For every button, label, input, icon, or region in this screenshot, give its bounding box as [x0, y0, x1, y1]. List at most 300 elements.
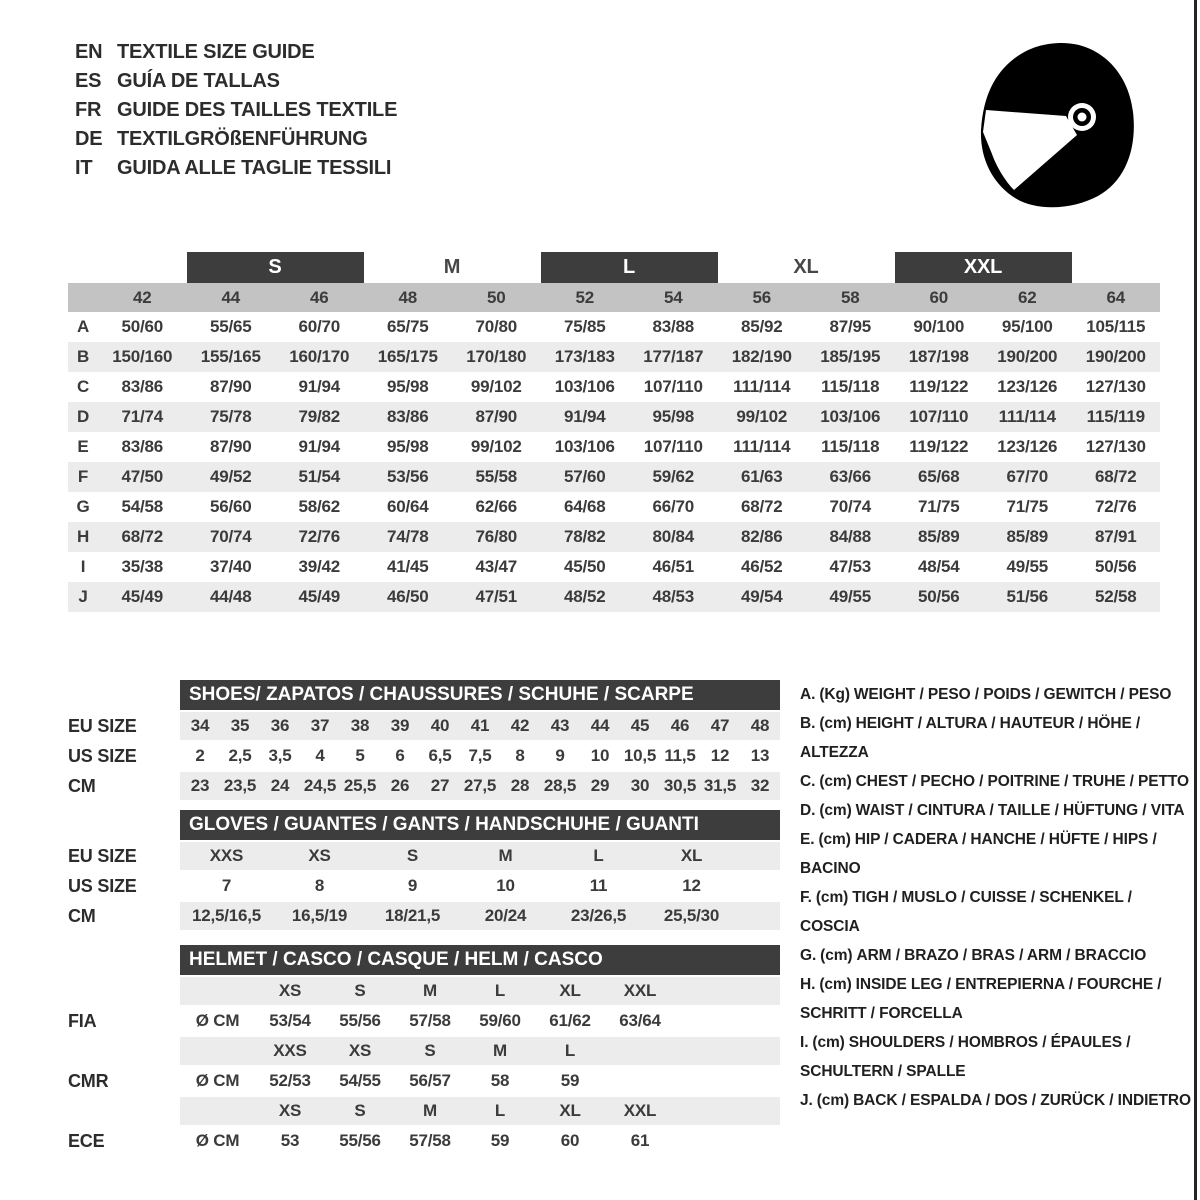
cell-value: 60/64: [386, 497, 429, 516]
cell-value: 83/86: [121, 377, 164, 396]
cell-value: 12: [682, 876, 701, 895]
cell-value: 72/76: [298, 527, 341, 546]
cell-value: 39: [390, 716, 410, 735]
cell-value: 26: [390, 776, 410, 795]
cell-value: 123/126: [997, 437, 1058, 456]
row-label: US SIZE: [68, 875, 137, 896]
cell-value: 62/66: [475, 497, 518, 516]
cell-value: 103/106: [820, 407, 881, 426]
cell-value: 170/180: [466, 347, 527, 366]
cell-value: 7: [221, 876, 232, 895]
language-title: GUÍA DE TALLAS: [117, 70, 280, 92]
cell-value: 99/102: [470, 377, 522, 396]
cell-value: 105/115: [1086, 317, 1146, 336]
cell-value: 84/88: [829, 527, 872, 546]
gloves-row: [68, 872, 780, 900]
legend-text: ARM / BRAZO / BRAS / ARM / BRACCIO: [856, 947, 1147, 964]
shoes-row: [68, 712, 780, 740]
cell-value: 18/21,5: [384, 906, 441, 925]
cell-value: 6: [395, 746, 405, 765]
cell-value: 61: [630, 1131, 650, 1150]
cell-value: 63/64: [619, 1011, 661, 1030]
language-code: ES: [75, 70, 102, 92]
language-code: FR: [75, 99, 102, 121]
row-label: E: [77, 437, 89, 456]
table-row: [68, 312, 1160, 342]
cell-value: 63/66: [829, 467, 872, 486]
cell-value: 107/110: [643, 377, 703, 396]
standard-label: FIA: [68, 1010, 97, 1031]
cell-value: 46/51: [652, 557, 695, 576]
cell-value: 64/68: [563, 497, 606, 516]
cell-value: 51/54: [298, 467, 341, 486]
cell-value: 45: [630, 716, 650, 735]
helmet-size-row: [68, 977, 780, 1005]
shoes-title-bar: SHOES/ ZAPATOS / CHAUSSURES / SCHUHE / SCARPE: [180, 680, 780, 710]
helmet-rows: [68, 977, 780, 1155]
legend-unit: (cm): [819, 976, 852, 993]
cell-value: 187/198: [908, 347, 969, 366]
language-header: [75, 38, 397, 183]
legend-key: B.: [800, 715, 816, 732]
legend-key: A.: [800, 686, 816, 703]
cell-value: 127/130: [1085, 437, 1146, 456]
helmet-size-label: M: [423, 981, 437, 1000]
cell-value: 2: [195, 746, 205, 765]
cell-value: 160/170: [289, 347, 350, 366]
size-tick: 56: [752, 287, 771, 307]
cell-value: 70/80: [475, 317, 518, 336]
legend-item: [800, 941, 1196, 970]
spacer: [68, 945, 180, 975]
cell-value: 45/49: [298, 587, 341, 606]
legend-text: HIP / CADERA / HANCHE / HÜFTE / HIPS / BACINO: [800, 831, 1157, 877]
legend-unit: (cm): [820, 947, 853, 964]
cell-value: 12,5/16,5: [191, 906, 262, 925]
cell-value: 12: [710, 746, 730, 765]
language-row: [75, 38, 397, 67]
helmet-value-strip: [180, 1007, 780, 1035]
cell-value: 40: [430, 716, 450, 735]
language-title: TEXTILE SIZE GUIDE: [117, 41, 315, 63]
cell-value: 58: [490, 1071, 510, 1090]
cell-value: 27: [430, 776, 450, 795]
cell-value: 65/68: [917, 467, 960, 486]
cell-value: 48/53: [652, 587, 695, 606]
cell-value: XXS: [209, 846, 244, 865]
cell-value: 190/200: [997, 347, 1058, 366]
row-label: B: [76, 347, 90, 366]
size-tick: 62: [1017, 287, 1037, 307]
cell-value: 103/106: [554, 377, 615, 396]
shoes-value-strip: [180, 772, 780, 800]
helmet-size-label: XS: [278, 1101, 302, 1120]
cell-value: 65/75: [386, 317, 429, 336]
cell-value: 165/175: [377, 347, 438, 366]
legend-unit: (Kg): [819, 686, 850, 703]
legend-text: HEIGHT / ALTURA / HAUTEUR / HÖHE / ALTEZZA: [800, 715, 1141, 761]
cell-value: 99/102: [470, 437, 522, 456]
size-tick: 64: [1106, 287, 1125, 307]
size-group-label: L: [541, 252, 718, 283]
language-code: IT: [75, 157, 93, 179]
cell-value: 46/52: [740, 557, 783, 576]
cell-value: 39/42: [298, 557, 341, 576]
cell-value: 59/62: [652, 467, 695, 486]
helmet-size-label: [605, 1037, 675, 1065]
cell-value: 53/54: [269, 1011, 311, 1030]
cell-value: 55/56: [339, 1131, 381, 1150]
row-label: EU SIZE: [68, 715, 137, 736]
spacer: [180, 977, 255, 1005]
cell-value: 47: [710, 716, 730, 735]
cell-value: 87/90: [475, 407, 518, 426]
cell-value: 119/122: [909, 377, 969, 396]
legend-key: D.: [800, 802, 816, 819]
cell-value: 42: [510, 716, 530, 735]
size-table-body: [68, 312, 1160, 612]
cell-value: 37: [310, 716, 330, 735]
cell-value: 9: [555, 746, 565, 765]
cell-value: 91/94: [298, 437, 341, 456]
size-tick: 46: [309, 287, 329, 307]
size-tick: 54: [663, 287, 683, 307]
cell-value: 127/130: [1085, 377, 1146, 396]
cell-value: 5: [355, 746, 365, 765]
cell-value: 61/62: [549, 1011, 591, 1030]
language-code: DE: [75, 128, 103, 150]
cell-value: 50/56: [1094, 557, 1137, 576]
cell-value: M: [498, 846, 513, 865]
row-label: A: [76, 317, 90, 336]
cell-value: 23: [190, 776, 210, 795]
cell-value: 51/56: [1006, 587, 1049, 606]
cell-value: 16,5/19: [291, 906, 348, 925]
language-row: [75, 154, 397, 183]
legend-text: TIGH / MUSLO / CUISSE / SCHENKEL / COSCIA: [800, 889, 1132, 935]
legend-unit: (cm): [819, 802, 852, 819]
cell-value: 59: [490, 1131, 510, 1150]
cell-value: 52/53: [269, 1071, 311, 1090]
cell-value: 68/72: [121, 527, 164, 546]
cell-value: 83/88: [652, 317, 695, 336]
cell-value: 103/106: [554, 437, 615, 456]
cell-value: 54/58: [121, 497, 164, 516]
language-title: TEXTILGRÖßENFÜHRUNG: [117, 128, 368, 150]
cell-value: 10: [590, 746, 610, 765]
cell-value: 43/47: [475, 557, 518, 576]
cell-value: 74/78: [386, 527, 429, 546]
cell-value: 71/75: [1006, 497, 1049, 516]
legend-item: [800, 767, 1196, 796]
cell-value: 55/65: [209, 317, 252, 336]
cell-value: 59: [560, 1071, 580, 1090]
cell-value: 11,5: [664, 746, 696, 765]
cell-value: 24,5: [303, 776, 337, 795]
cell-value: 182/190: [731, 347, 792, 366]
cell-value: 111/114: [733, 377, 791, 396]
legend-text: BACK / ESPALDA / DOS / ZURÜCK / INDIETRO: [853, 1092, 1191, 1109]
legend-unit: (cm): [819, 773, 852, 790]
legend-unit: (cm): [812, 1034, 845, 1051]
helmet-size-label: XS: [348, 1041, 372, 1060]
cell-value: 177/187: [643, 347, 704, 366]
cell-value: 83/86: [386, 407, 429, 426]
cell-value: L: [593, 846, 604, 865]
legend-unit: (cm): [816, 1092, 850, 1109]
helmet-size-row: [68, 1097, 780, 1125]
cell-value: 72/76: [1094, 497, 1137, 516]
helmet-size-strip: [180, 1037, 780, 1065]
helmet-size-label: L: [494, 1101, 506, 1120]
row-label: F: [77, 467, 89, 486]
helmet-title-row: [68, 945, 780, 975]
spacer: [68, 977, 180, 1005]
helmet-size-label: S: [354, 1101, 366, 1120]
cell-value: 30: [630, 776, 650, 795]
unit-label: Ø CM: [195, 1011, 240, 1030]
cell-value: 44/48: [209, 587, 252, 606]
size-number-band: [68, 283, 1160, 312]
cell-value: 41: [470, 716, 490, 735]
cell-value: 23,5: [223, 776, 257, 795]
shoes-table: [68, 680, 780, 802]
cell-value: 50/56: [917, 587, 960, 606]
shoes-value-strip: [180, 742, 780, 770]
cell-value: 107/110: [643, 437, 703, 456]
cell-value: 87/90: [209, 437, 252, 456]
legend-key: G.: [800, 947, 817, 964]
cell-value: 10,5: [623, 746, 657, 765]
cell-value: 123/126: [997, 377, 1058, 396]
legend-key: E.: [800, 831, 815, 848]
cell-value: 3,5: [268, 746, 292, 765]
helmet-value-strip: [180, 1127, 780, 1155]
cell-value: 49/55: [829, 587, 872, 606]
cell-value: 10: [496, 876, 515, 895]
cell-value: 60: [560, 1131, 580, 1150]
cell-value: 66/70: [652, 497, 695, 516]
cell-value: 67/70: [1006, 467, 1049, 486]
cell-value: 45/50: [563, 557, 606, 576]
cell-value: 95/98: [386, 377, 429, 396]
gloves-title-row: [68, 810, 780, 840]
legend-item: [800, 709, 1196, 767]
cell-value: 155/165: [200, 347, 261, 366]
spacer: [68, 1097, 180, 1125]
size-group-label: XXL: [895, 252, 1072, 283]
legend-key: I.: [800, 1034, 809, 1051]
legend-text: SHOULDERS / HOMBROS / ÉPAULES / SCHULTERN / SPALLE: [800, 1034, 1131, 1080]
size-group-label: S: [187, 252, 364, 283]
helmet-title-bar: HELMET / CASCO / CASQUE / HELM / CASCO: [180, 945, 780, 975]
spacer: [68, 1037, 180, 1065]
cell-value: 27,5: [463, 776, 497, 795]
size-tick: 58: [840, 287, 860, 307]
cell-value: 48/52: [563, 587, 606, 606]
main-size-table: [68, 252, 1160, 612]
cell-value: 28,5: [543, 776, 577, 795]
legend-key: J.: [800, 1092, 813, 1109]
cell-value: 29: [590, 776, 610, 795]
helmet-size-label: XXL: [623, 981, 657, 1000]
cell-value: 7,5: [468, 746, 492, 765]
cell-value: 75/85: [563, 317, 606, 336]
shoes-title-row: [68, 680, 780, 710]
table-row: [68, 462, 1160, 492]
cell-value: 107/110: [909, 407, 969, 426]
helmet-size-strip: [180, 1097, 780, 1125]
cell-value: 119/122: [909, 437, 969, 456]
legend-unit: (cm): [819, 715, 852, 732]
helmet-size-label: XL: [559, 1101, 581, 1120]
row-label: G: [76, 497, 90, 516]
row-label: C: [76, 377, 90, 396]
cell-value: 71/74: [121, 407, 164, 426]
helmet-size-label: M: [493, 1041, 507, 1060]
cell-value: 53/56: [386, 467, 429, 486]
helmet-size-label: S: [424, 1041, 436, 1060]
table-row: [68, 402, 1160, 432]
gloves-value-strip: [180, 842, 780, 870]
legend-item: [800, 970, 1196, 1028]
gloves-rows: [68, 842, 780, 930]
legend-key: F.: [800, 889, 812, 906]
cell-value: 47/51: [475, 587, 518, 606]
cell-value: 91/94: [298, 377, 341, 396]
cell-value: 85/89: [917, 527, 960, 546]
spacer: [180, 1097, 255, 1125]
helmet-size-label: XS: [278, 981, 302, 1000]
row-label: CM: [68, 905, 96, 926]
page-right-border: [1194, 0, 1197, 1200]
row-label: US SIZE: [68, 745, 137, 766]
cell-value: 54/55: [339, 1071, 381, 1090]
cell-value: 35/38: [121, 557, 164, 576]
helmet-size-label: S: [354, 981, 366, 1000]
helmet-value-row: [68, 1067, 780, 1095]
cell-value: [605, 1067, 675, 1095]
legend-key: H.: [800, 976, 816, 993]
standard-label: ECE: [68, 1130, 105, 1151]
gloves-title-bar: GLOVES / GUANTES / GANTS / HANDSCHUHE / GUANTI: [180, 810, 780, 840]
cell-value: 55/56: [339, 1011, 381, 1030]
unit-label: Ø CM: [195, 1071, 240, 1090]
gloves-row: [68, 902, 780, 930]
cell-value: 70/74: [829, 497, 872, 516]
cell-value: 11: [589, 876, 608, 895]
cell-value: 13: [750, 746, 770, 765]
helmet-size-label: M: [423, 1101, 437, 1120]
cell-value: 59/60: [479, 1011, 521, 1030]
shoes-value-strip: [180, 712, 780, 740]
row-label: D: [76, 407, 90, 426]
gloves-table: [68, 810, 780, 932]
cell-value: 34: [190, 716, 210, 735]
gloves-value-strip: [180, 872, 780, 900]
row-label: EU SIZE: [68, 845, 137, 866]
cell-value: 47/50: [121, 467, 164, 486]
cell-value: 23/26,5: [570, 906, 627, 925]
cell-value: 41/45: [386, 557, 429, 576]
helmet-value-row: [68, 1127, 780, 1155]
measurement-legend: [800, 680, 1196, 1115]
cell-value: 78/82: [563, 527, 606, 546]
row-label: J: [78, 587, 88, 606]
size-tick: 52: [575, 287, 594, 307]
language-row: [75, 125, 397, 154]
helmet-size-strip: [180, 977, 780, 1005]
size-group-label: XL: [793, 256, 819, 278]
cell-value: 35: [230, 716, 250, 735]
cell-value: 79/82: [298, 407, 341, 426]
cell-value: S: [406, 846, 419, 865]
language-title: GUIDA ALLE TAGLIE TESSILI: [117, 157, 392, 179]
cell-value: 43: [550, 716, 570, 735]
cell-value: 111/114: [998, 407, 1056, 426]
cell-value: 57/58: [409, 1131, 451, 1150]
helmet-table: [68, 945, 780, 1157]
cell-value: 25,5/30: [663, 906, 720, 925]
shoes-rows: [68, 712, 780, 800]
table-row: [68, 342, 1160, 372]
helmet-size-label: L: [564, 1041, 576, 1060]
cell-value: 95/98: [386, 437, 429, 456]
legend-item: [800, 796, 1196, 825]
cell-value: 9: [407, 876, 418, 895]
legend-item: [800, 680, 1196, 709]
cell-value: 85/92: [740, 317, 783, 336]
cell-value: 91/94: [563, 407, 606, 426]
language-code: EN: [75, 41, 103, 63]
table-row: [68, 582, 1160, 612]
cell-value: 37/40: [209, 557, 252, 576]
helmet-size-label: XXS: [273, 1041, 307, 1060]
size-tick: 60: [929, 287, 948, 307]
size-tick: 48: [398, 287, 417, 307]
language-row: [75, 96, 397, 125]
cell-value: 2,5: [228, 746, 252, 765]
cell-value: 46/50: [386, 587, 429, 606]
racing-helmet-icon: [978, 40, 1136, 212]
legend-item: [800, 883, 1196, 941]
cell-value: 8: [314, 876, 325, 895]
cell-value: XS: [308, 846, 331, 865]
helmet-value-strip: [180, 1067, 780, 1095]
cell-value: 115/118: [821, 377, 880, 396]
cell-value: XL: [680, 846, 703, 865]
cell-value: 111/114: [733, 437, 791, 456]
spacer: [180, 1037, 255, 1065]
cell-value: 50/60: [121, 317, 164, 336]
cell-value: 83/86: [121, 437, 164, 456]
cell-value: 185/195: [820, 347, 881, 366]
cell-value: 173/183: [554, 347, 615, 366]
helmet-size-label: XXL: [623, 1101, 657, 1120]
helmet-value-row: [68, 1007, 780, 1035]
cell-value: 28: [510, 776, 530, 795]
spacer: [68, 810, 180, 840]
cell-value: 25,5: [343, 776, 377, 795]
shoes-row: [68, 772, 780, 800]
language-title: GUIDE DES TAILLES TEXTILE: [117, 99, 398, 121]
unit-label: Ø CM: [195, 1131, 240, 1150]
cell-value: 75/78: [209, 407, 252, 426]
legend-text: WEIGHT / PESO / POIDS / GEWITCH / PESO: [853, 686, 1172, 703]
size-tick: 42: [132, 287, 152, 307]
cell-value: 30,5: [663, 776, 697, 795]
cell-value: 52/58: [1094, 587, 1137, 606]
